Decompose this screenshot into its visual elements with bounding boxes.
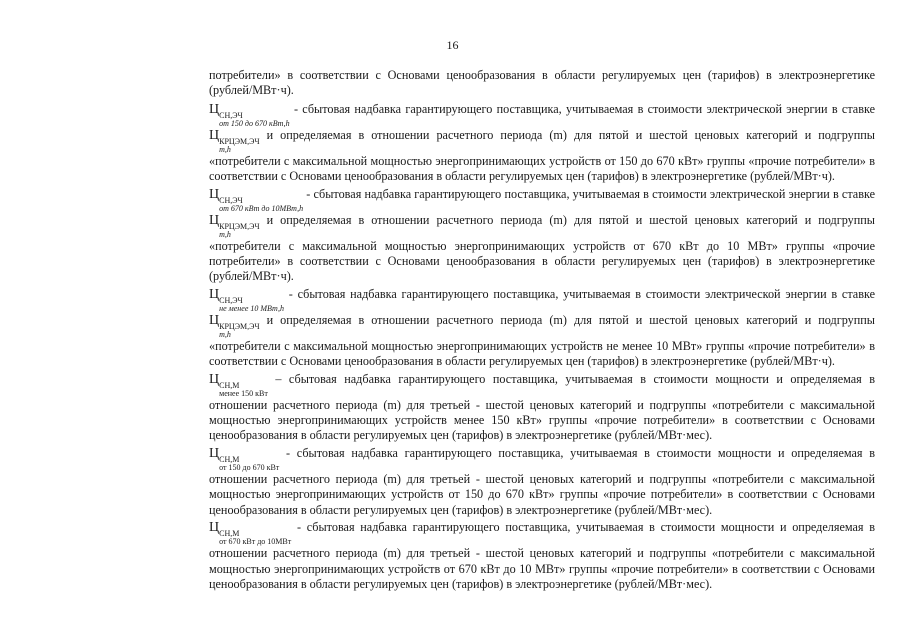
definition-text: - сбытовая надбавка гарантирующего поставщика, учитываемая в стоимости электрической энергии в ставке bbox=[284, 286, 875, 301]
rate-symbol: Ц КРЦЭМ,ЭЧ m,h bbox=[209, 312, 260, 339]
definition-paragraph bbox=[209, 372, 875, 444]
definition-text: - сбытовая надбавка гарантирующего поставщика, учитываемая в стоимости электрической энергии в ставке bbox=[303, 186, 875, 201]
formula-symbol: Ц СН,М от 150 до 670 кВт bbox=[209, 445, 280, 472]
definition-text: - сбытовая надбавка гарантирующего поставщика, учитываемая в стоимости мощности и определяемая в отношении расчетного периода (m) для третьей - шестой ценовых категорий и подгруппы «потребители с максимальной мощностью энергопринимающих устройств от 150 до 670 кВт» группы «прочие потребители» в соответствии с Основами ценообразования в области регулируемых цен (тарифов) в электроэнергетике (рублей/МВт·мес). bbox=[209, 445, 875, 517]
definition-text: - сбытовая надбавка гарантирующего поставщика, учитываемая в стоимости электрической энергии в ставке bbox=[289, 101, 875, 116]
intro-paragraph: потребители» в соответствии с Основами ценообразования в области регулируемых цен (тарифов) в электроэнергетике (рублей/МВт·ч). bbox=[209, 68, 875, 98]
definition-text: и определяемая в отношении расчетного периода (m) для пятой и шестой ценовых категорий и подгруппы «потребители с максимальной мощностью энергопринимающих устройств от 150 до 670 кВт» группы «прочие потребители» в соответствии с Основами ценообразования в области регулируемых цен (тарифов) в электроэнергетике (рублей/МВт·ч). bbox=[209, 127, 875, 184]
definition-paragraph bbox=[209, 446, 875, 518]
formula-symbol: Ц СН,ЭЧ не менее 10 МВт,h bbox=[209, 286, 284, 313]
definition-text: - сбытовая надбавка гарантирующего поставщика, учитываемая в стоимости мощности и определяемая в отношении расчетного периода (m) для третьей - шестой ценовых категорий и подгруппы «потребители с максимальной мощностью энергопринимающих устройств от 670 кВт до 10 МВт» группы «прочие потребители» в соответствии с Основами ценообразования в области регулируемых цен (тарифов) в электроэнергетике (рублей/МВт·мес). bbox=[209, 520, 875, 591]
definition-paragraph bbox=[209, 287, 875, 370]
rate-symbol: Ц КРЦЭМ,ЭЧ m,h bbox=[209, 212, 260, 239]
formula-symbol: Ц СН,ЭЧ от 150 до 670 кВт,h bbox=[209, 101, 290, 128]
rate-symbol: Ц КРЦЭМ,ЭЧ m,h bbox=[209, 127, 260, 154]
definition-text: – сбытовая надбавка гарантирующего поставщика, учитываемая в стоимости мощности и определяемая в отношении расчетного периода (m) для третьей - шестой ценовых категорий и подгруппы «потребители с максимальной мощностью энергопринимающих устройств менее 150 кВт» группы «прочие потребители» в соответствии с Основами ценообразования в области регулируемых цен (тарифов) в электроэнергетике (рублей/МВт·мес). bbox=[209, 371, 875, 443]
formula-symbol: Ц СН,ЭЧ от 670 кВт до 10МВт,h bbox=[209, 186, 304, 213]
definition-text: и определяемая в отношении расчетного периода (m) для пятой и шестой ценовых категорий и подгруппы «потребители с максимальной мощностью энергопринимающих устройств не менее 10 МВт» группы «прочие потребители» в соответствии с Основами ценообразования в области регулируемых цен (тарифов) в электроэнергетике (рублей/МВт·ч). bbox=[209, 312, 875, 369]
page-number: 16 bbox=[446, 38, 459, 52]
definition-text: и определяемая в отношении расчетного периода (m) для пятой и шестой ценовых категорий и подгруппы «потребители с максимальной мощностью энергопринимающих устройств от 670 кВт до 10 МВт» группы «прочие потребители» в соответствии с Основами ценообразования в области регулируемых цен (тарифов) в электроэнергетике (рублей/МВт·ч). bbox=[209, 212, 875, 284]
formula-symbol: Ц СН,М менее 150 кВт bbox=[209, 371, 268, 398]
definition-paragraph bbox=[209, 102, 875, 185]
document-body bbox=[209, 68, 875, 594]
definition-paragraph bbox=[209, 187, 875, 285]
formula-symbol: Ц СН,М от 670 кВт до 10МВт bbox=[209, 520, 292, 547]
definition-paragraph bbox=[209, 520, 875, 592]
